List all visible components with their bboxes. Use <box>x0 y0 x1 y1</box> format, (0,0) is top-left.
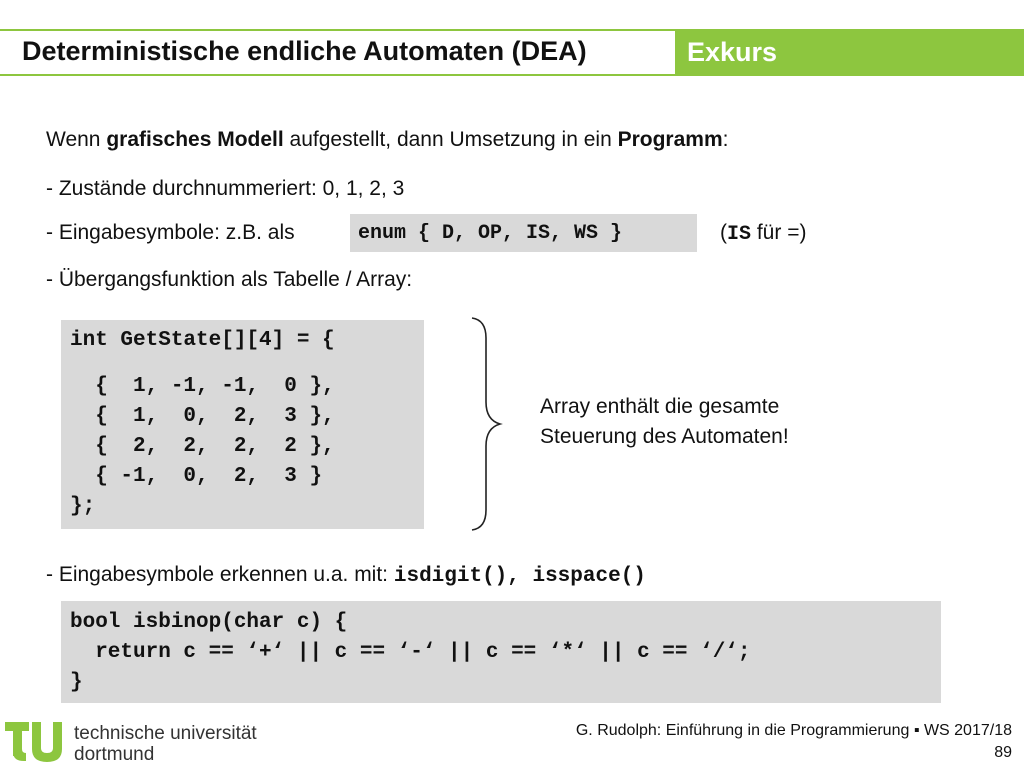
intro-text-mid: aufgestellt, dann Umsetzung in ein <box>283 128 618 151</box>
intro-text-post: : <box>722 128 729 151</box>
footer-citation: G. Rudolph: Einführung in die Programmierung ▪ WS 2017/18 <box>575 722 1012 739</box>
array-code-header: int GetState[][4] = { <box>70 329 335 352</box>
university-name-line-2: dortmund <box>74 744 155 765</box>
states-line: - Zustände durchnummeriert: 0, 1, 2, 3 <box>46 177 405 200</box>
intro-text-pre: Wenn <box>46 128 107 151</box>
array-code-close: }; <box>70 495 96 518</box>
array-code-row-1: { 1, -1, -1, 0 }, <box>70 375 335 398</box>
recognize-line <box>46 563 646 588</box>
intro-bold-program: Programm <box>617 128 723 151</box>
array-note-line-2: Steuerung des Automaten! <box>540 425 789 448</box>
intro-bold-model: grafisches Modell <box>106 128 284 151</box>
recognize-text: - Eingabesymbole erkennen u.a. mit: <box>46 563 394 586</box>
function-code-box <box>61 601 941 703</box>
array-note-line-1: Array enthält die gesamte <box>540 395 780 418</box>
transition-line: - Übergangsfunktion als Tabelle / Array: <box>46 268 413 291</box>
array-code-row-4: { -1, 0, 2, 3 } <box>70 465 323 488</box>
header-bottom-rule <box>0 74 1024 76</box>
recognize-code: isdigit(), isspace() <box>393 565 646 588</box>
intro-line <box>46 128 728 152</box>
function-code-line-1: bool isbinop(char c) { <box>70 611 348 634</box>
is-note-open: ( <box>720 221 727 244</box>
tu-logo-icon <box>4 716 66 764</box>
is-note-rest: für =) <box>751 221 807 244</box>
university-name <box>74 723 257 765</box>
page-number: 89 <box>994 744 1012 761</box>
function-code-line-3: } <box>70 671 83 694</box>
is-code: IS <box>727 223 752 246</box>
exkurs-badge <box>675 31 1024 74</box>
array-note <box>540 392 789 452</box>
exkurs-label: Exkurs <box>687 37 778 67</box>
slide-title: Deterministische endliche Automaten (DEA) <box>22 36 587 66</box>
enum-code: enum { D, OP, IS, WS } <box>358 222 623 245</box>
university-name-line-1: technische universität <box>74 723 257 744</box>
array-code-row-2: { 1, 0, 2, 3 }, <box>70 405 335 428</box>
enum-code-box <box>350 214 697 252</box>
input-symbols-line: - Eingabesymbole: z.B. als <box>46 221 295 244</box>
curly-brace <box>468 316 508 532</box>
is-note <box>720 221 806 246</box>
array-code-row-3: { 2, 2, 2, 2 }, <box>70 435 335 458</box>
function-code-line-2: return c == ‘+‘ || c == ‘-‘ || c == ‘*‘ || c == ‘/‘; <box>70 641 751 664</box>
array-code-box <box>61 320 424 529</box>
